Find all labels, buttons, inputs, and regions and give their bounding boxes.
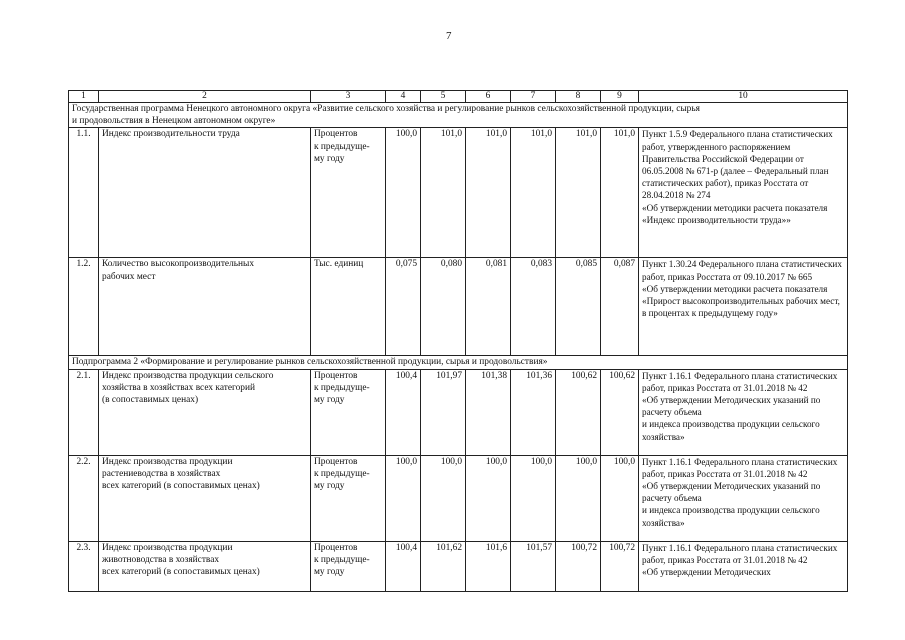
column-header: 1 bbox=[69, 91, 99, 103]
value-cell: 101,0 bbox=[511, 128, 556, 258]
value-cell: 0,087 bbox=[601, 258, 639, 356]
column-header: 2 bbox=[99, 91, 311, 103]
value-cell: 100,0 bbox=[386, 455, 421, 541]
section-title: Подпрограмма 2 «Формирование и регулирование рынков сельскохозяйственной продукции, сырья и продовольствия» bbox=[69, 356, 848, 369]
column-header: 5 bbox=[421, 91, 466, 103]
value-cell: 100,0 bbox=[421, 455, 466, 541]
value-cell: 0,075 bbox=[386, 258, 421, 356]
value-cell: 0,080 bbox=[421, 258, 466, 356]
value-cell: 101,36 bbox=[511, 369, 556, 455]
row-number: 1.1. bbox=[69, 128, 99, 258]
indicators-table bbox=[68, 90, 848, 592]
value-cell: 101,57 bbox=[511, 541, 556, 591]
indicator-name: Индекс производства продукции сельского хозяйства в хозяйствах всех категорий (в сопоставимых ценах) bbox=[99, 369, 311, 455]
source-cell: Пункт 1.30.24 Федерального плана статистических работ, приказ Росстата от 09.10.2017 № 665 «Об утверждении методики расчета показателя «Прирост высокопроизводительных рабочих мест, в процентах к предыдущему году» bbox=[639, 258, 848, 356]
column-header: 10 bbox=[639, 91, 848, 103]
value-cell: 100,4 bbox=[386, 369, 421, 455]
value-cell: 101,38 bbox=[466, 369, 511, 455]
column-header: 7 bbox=[511, 91, 556, 103]
value-cell: 0,083 bbox=[511, 258, 556, 356]
value-cell: 100,4 bbox=[386, 541, 421, 591]
column-header: 4 bbox=[386, 91, 421, 103]
value-cell: 100,72 bbox=[601, 541, 639, 591]
indicator-name: Индекс производства продукции животноводства в хозяйствах всех категорий (в сопоставимых ценах) bbox=[99, 541, 311, 591]
section-row bbox=[69, 103, 848, 128]
column-header: 6 bbox=[466, 91, 511, 103]
source-cell: Пункт 1.5.9 Федерального плана статистических работ, утвержденного распоряжением Правительства Российской Федерации от 06.05.2008 № 671-р (далее – Федеральный план статистических работ), приказ Росстата от 28.04.2018 № 274 «Об утверждении методики расчета показателя «Индекс производительности труда»» bbox=[639, 128, 848, 258]
value-cell: 100,72 bbox=[556, 541, 601, 591]
row-number: 2.1. bbox=[69, 369, 99, 455]
indicator-name: Индекс производства продукции растениеводства в хозяйствах всех категорий (в сопоставимых ценах) bbox=[99, 455, 311, 541]
value-cell: 101,62 bbox=[421, 541, 466, 591]
value-cell: 101,97 bbox=[421, 369, 466, 455]
value-cell: 101,0 bbox=[601, 128, 639, 258]
table-row bbox=[69, 455, 848, 541]
source-cell: Пункт 1.16.1 Федерального плана статистических работ, приказ Росстата от 31.01.2018 № 42 «Об утверждении Методических указаний по расчету объема и индекса производства продукции сельского хозяйства» bbox=[639, 369, 848, 455]
value-cell: 100,0 bbox=[466, 455, 511, 541]
indicator-name: Индекс производительности труда bbox=[99, 128, 311, 258]
value-cell: 100,0 bbox=[386, 128, 421, 258]
unit-cell: Процентов к предыдуще- му году bbox=[311, 541, 386, 591]
value-cell: 101,0 bbox=[421, 128, 466, 258]
value-cell: 101,6 bbox=[466, 541, 511, 591]
column-numbers-row bbox=[69, 91, 848, 103]
value-cell: 100,0 bbox=[556, 455, 601, 541]
table-row bbox=[69, 128, 848, 258]
source-cell: Пункт 1.16.1 Федерального плана статистических работ, приказ Росстата от 31.01.2018 № 42 «Об утверждении Методических bbox=[639, 541, 848, 591]
unit-cell: Процентов к предыдуще- му году bbox=[311, 369, 386, 455]
value-cell: 101,0 bbox=[556, 128, 601, 258]
section-row bbox=[69, 356, 848, 369]
table-row bbox=[69, 541, 848, 591]
value-cell: 101,0 bbox=[466, 128, 511, 258]
page-number: 7 bbox=[446, 30, 452, 42]
value-cell: 100,0 bbox=[511, 455, 556, 541]
row-number: 2.3. bbox=[69, 541, 99, 591]
value-cell: 100,62 bbox=[601, 369, 639, 455]
value-cell: 0,081 bbox=[466, 258, 511, 356]
value-cell: 0,085 bbox=[556, 258, 601, 356]
value-cell: 100,62 bbox=[556, 369, 601, 455]
unit-cell: Тыс. единиц bbox=[311, 258, 386, 356]
unit-cell: Процентов к предыдуще- му году bbox=[311, 455, 386, 541]
column-header: 8 bbox=[556, 91, 601, 103]
table-row bbox=[69, 369, 848, 455]
source-cell: Пункт 1.16.1 Федерального плана статистических работ, приказ Росстата от 31.01.2018 № 42 «Об утверждении Методических указаний по расчету объема и индекса производства продукции сельского хозяйства» bbox=[639, 455, 848, 541]
row-number: 1.2. bbox=[69, 258, 99, 356]
section-title: Государственная программа Ненецкого автономного округа «Развитие сельского хозяйства и регулирование рынков сельскохозяйственной продукции, сырья и продовольствия в Ненецком автономном округе» bbox=[69, 103, 848, 128]
indicator-name: Количество высокопроизводительных рабочих мест bbox=[99, 258, 311, 356]
column-header: 9 bbox=[601, 91, 639, 103]
row-number: 2.2. bbox=[69, 455, 99, 541]
table-row bbox=[69, 258, 848, 356]
column-header: 3 bbox=[311, 91, 386, 103]
unit-cell: Процентов к предыдуще- му году bbox=[311, 128, 386, 258]
value-cell: 100,0 bbox=[601, 455, 639, 541]
